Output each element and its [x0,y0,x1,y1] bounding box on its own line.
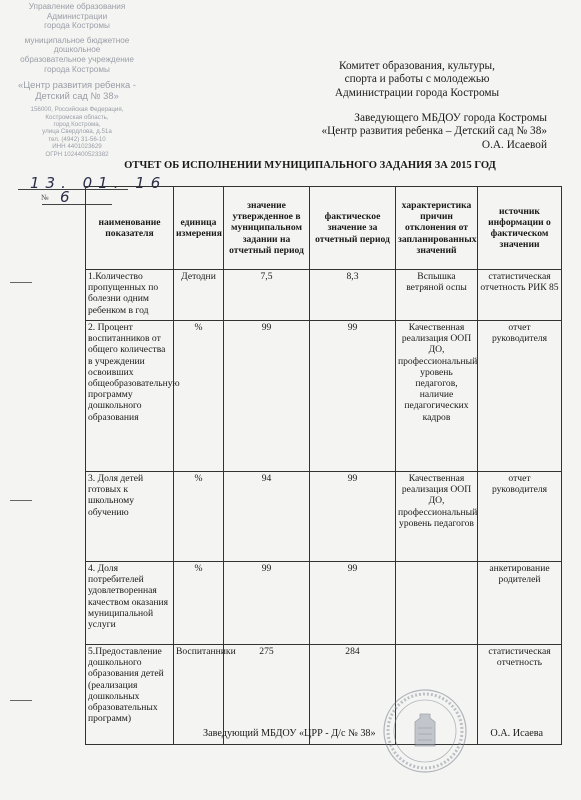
sender-block [277,112,547,152]
planned-value-cell: 7,5 [224,270,310,321]
deviation-reason-cell [396,562,478,645]
column-header: характеристика причин отклонения от запланированных значений [396,187,478,270]
actual-value-cell: 99 [310,472,396,562]
recipient-line: Администрации города Костромы [334,86,500,99]
table-header-row [86,187,562,270]
handwritten-number: 6 [60,188,70,206]
stamp-line: Управление образования [28,2,126,11]
table-row [86,321,562,472]
stamp-institution: «Центр развития ребенка - [18,79,136,91]
source-cell: статистическая отчетность [478,645,562,745]
table-row [86,562,562,645]
planned-value-cell: 99 [224,562,310,645]
margin-mark [10,282,32,283]
official-seal-icon [382,688,468,774]
stamp-address: Костромская область, [45,113,109,121]
source-cell: статистическая отчетность РИК 85 [478,270,562,321]
actual-value-cell: 99 [310,562,396,645]
margin-mark [10,500,32,501]
column-header: наименование показателя [86,187,174,270]
actual-value-cell: 284 [310,645,396,745]
stamp-line: образовательное учреждение [20,54,134,64]
planned-value-cell: 94 [224,472,310,562]
unit-cell: % [174,472,224,562]
handwritten-date: 13. 01. 16 [30,174,167,192]
stamp-line: города Костромы [44,64,110,74]
stamp-institution: Детский сад № 38» [35,90,119,102]
deviation-reason-cell: Качественная реализация ООП ДО, профессиональный уровень педагогов [396,472,478,562]
deviation-reason-cell: Качественная реализация ООП ДО, профессиональный уровень педагогов, наличие педагогических кадров [396,321,478,472]
indicator-cell: 1.Количество пропущенных по болезни одним ребенком в год [86,270,174,321]
number-label: № [41,193,49,202]
stamp-line: Администрации [46,11,108,21]
table-row [86,472,562,562]
institution-stamp [2,2,152,158]
stamp-address: тел. (4942) 31-56-10 [48,135,106,143]
column-header: источник информации о фактическом значении [478,187,562,270]
report-table [85,186,562,745]
recipient-line: спорта и работы с молодежью [344,73,490,86]
planned-value-cell: 99 [224,321,310,472]
stamp-address: улица Свердлова, д.51а [42,128,112,136]
column-header: фактическое значение за отчетный период [310,187,396,270]
stamp-line: дошкольное [53,45,101,55]
signatory-name: О.А. Исаева [490,728,543,739]
stamp-line: города Костромы [44,21,110,31]
stamp-address: город Кострома, [53,120,101,128]
margin-mark [10,700,32,701]
source-cell: отчет руководителя [478,472,562,562]
column-header: единица измерения [174,187,224,270]
planned-value-cell: 275 [224,645,310,745]
unit-cell: Воспитанники [174,645,224,745]
column-header: значение утвержденное в муниципальном задании на отчетный период [224,187,310,270]
source-cell: отчет руководителя [478,321,562,472]
sender-line: Заведующего МБДОУ города Костромы [354,112,547,124]
stamp-address: ОГРН 1024400523382 [45,150,109,158]
indicator-cell: 4. Доля потребителей удовлетворенная качеством оказания муниципальной услуги [86,562,174,645]
sender-line: О.А. Исаевой [481,138,547,151]
recipient-block [287,60,547,100]
actual-value-cell: 99 [310,321,396,472]
unit-cell: % [174,321,224,472]
indicator-cell: 5.Предоставление дошкольного образования детей (реализация дошкольных образовательных программ) [86,645,174,745]
actual-value-cell: 8,3 [310,270,396,321]
recipient-line: Комитет образования, культуры, [339,60,495,72]
sender-line: «Центр развития ребенка – Детский сад № 38» [321,125,547,138]
report-title: ОТЧЕТ ОБ ИСПОЛНЕНИИ МУНИЦИПАЛЬНОГО ЗАДАНИЯ ЗА 2015 ГОД [124,160,496,171]
table-row [86,270,562,321]
unit-cell: Детодни [174,270,224,321]
signature-label: Заведующий МБДОУ «ЦРР - Д/с № 38» [203,728,376,739]
stamp-line: муниципальное бюджетное [24,35,130,45]
deviation-reason-cell: Вспышка ветряной оспы [396,270,478,321]
stamp-address: 156000, Российская Федерация, [30,106,124,114]
indicator-cell: 2. Процент воспитанников от общего количества в учреждении освоивших общеобразовательную программу дошкольного образования [86,321,174,472]
stamp-address: ИНН 4401023629 [52,143,102,151]
unit-cell: % [174,562,224,645]
source-cell: анкетирование родителей [478,562,562,645]
indicator-cell: 3. Доля детей готовых к школьному обучению [86,472,174,562]
